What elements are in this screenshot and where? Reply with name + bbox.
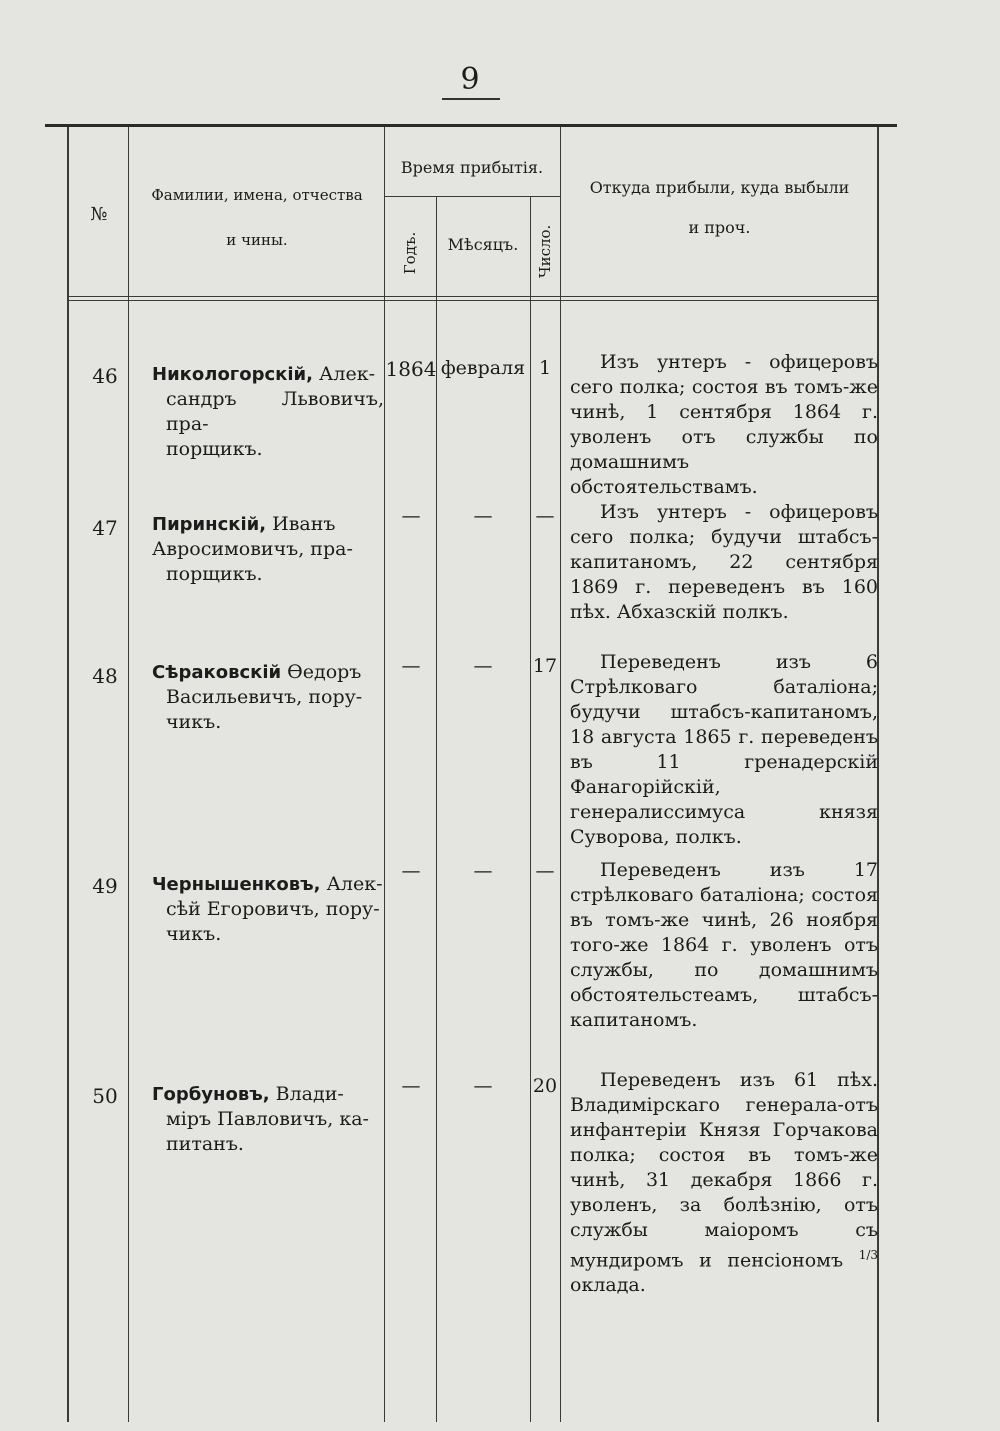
row-number: 47 [92, 516, 118, 540]
row-name [152, 1082, 384, 1157]
col-divider-num-name [128, 127, 129, 1422]
table-top-rule [45, 124, 897, 127]
arrival-subheader-rule [384, 196, 560, 197]
row-name-part: чикъ. [166, 923, 222, 945]
row-year: — [401, 655, 421, 677]
col-divider-name-year [384, 127, 385, 1422]
row-day: — [535, 505, 555, 527]
row-name [152, 512, 384, 587]
header-note-line1: Откуда прибыли, куда выбыли [589, 178, 850, 197]
row-day: 17 [532, 655, 558, 677]
row-day: 20 [532, 1075, 558, 1097]
row-name-part: сѣй Егоровичъ, пору- [166, 898, 380, 920]
row-name-part: Алек- [320, 873, 383, 895]
row-name-part: порщикъ. [166, 563, 263, 585]
row-name-part: Васильевичъ, пору- [166, 686, 363, 708]
col-divider-day-note [560, 127, 561, 1422]
row-name-part: Алек- [312, 363, 376, 385]
row-name-part: Влади- [269, 1083, 344, 1105]
row-note-fraction: 1/3 [858, 1248, 878, 1262]
header-name-line1: Фамилии, имена, отчества [151, 186, 363, 204]
col-divider-month-day [530, 197, 531, 1422]
row-year: — [401, 860, 421, 882]
row-surname: Горбуновъ, [152, 1084, 270, 1105]
row-surname: Никологорскій, [152, 364, 313, 385]
row-note [570, 1068, 878, 1298]
header-year: Годъ. [401, 231, 419, 275]
row-note: Изъ унтеръ - офицеровъ сего полка; будучи штабсъ-капитаномъ, 22 сентября 1869 г. переведенъ въ 160 пѣх. Абхазскій полкъ. [570, 501, 878, 623]
row-year: — [401, 505, 421, 527]
row-month: — [473, 860, 493, 882]
header-note-line2: и проч. [688, 218, 751, 237]
row-number: 49 [92, 874, 118, 898]
row-year: — [401, 1075, 421, 1097]
row-name [152, 660, 384, 735]
row-name-part: Ѳедоръ [281, 661, 362, 683]
row-number: 48 [92, 664, 118, 688]
row-name-part: питанъ. [166, 1133, 244, 1155]
header-bottom-rule [67, 296, 879, 297]
row-name [152, 872, 384, 947]
table-left-border [67, 127, 69, 1422]
row-surname: Сѣраковскій [152, 662, 282, 683]
row-name-part: Авросимовичъ, пра- [152, 538, 353, 560]
row-name-part: порщикъ. [166, 438, 263, 460]
row-name-part: чикъ. [166, 711, 222, 733]
row-name [152, 362, 384, 462]
header-name-line2: и чины. [226, 231, 288, 249]
page-number: 9 [460, 62, 480, 97]
row-month: — [473, 655, 493, 677]
header-bottom-rule-second [67, 300, 879, 301]
header-day: Число. [536, 224, 554, 278]
row-day: — [535, 860, 555, 882]
row-day: 1 [538, 357, 552, 379]
row-year: 1864 [385, 357, 437, 381]
row-note: Переведенъ изъ 6 Стрѣлковаго баталіона; будучи штабсъ-капитаномъ, 18 августа 1865 г. переведенъ въ 11 гренадерскій Фанагорійскій, генералиссимуса князя Суворова, полкъ. [570, 651, 878, 848]
row-surname: Пиринскій, [152, 514, 267, 535]
row-note-text: Переведенъ изъ 61 пѣх. Владимірскаго генерала-отъ инфантеріи Князя Горчакова полка; состоя въ томъ-же чинѣ, 31 декабря 1866 г. уволенъ, за болѣзнію, отъ службы маіоромъ съ мундиромъ и пенсіономъ [570, 1069, 878, 1272]
row-number: 50 [92, 1084, 118, 1108]
row-month: — [473, 1075, 493, 1097]
row-surname: Чернышенковъ, [152, 874, 321, 895]
row-month: февраля [440, 357, 526, 379]
row-month: — [473, 505, 493, 527]
row-name-part: міръ Павловичъ, ка- [166, 1108, 369, 1130]
row-note: Переведенъ изъ 17 стрѣлковаго баталіона; состоя въ томъ-же чинѣ, 26 ноября того-же 1864 г. уволенъ отъ службы, по домашнимъ обстоятельстеамъ, штабсъ-капитаномъ. [570, 859, 878, 1031]
row-note-end: оклада. [570, 1274, 646, 1297]
header-arrival: Время прибытія. [400, 158, 544, 177]
row-number: 46 [92, 364, 118, 388]
page-number-underline [442, 98, 500, 100]
row-name-part: Иванъ [266, 513, 336, 535]
header-num: № [90, 204, 108, 225]
header-month: Мѣсяцъ. [447, 235, 519, 254]
row-note: Изъ унтеръ - офицеровъ сего полка; состоя въ томъ-же чинѣ, 1 сентября 1864 г. уволенъ отъ службы по домашнимъ обстоятельствамъ. [570, 351, 878, 498]
row-name-part: сандръ Львовичъ, пра- [166, 388, 384, 435]
